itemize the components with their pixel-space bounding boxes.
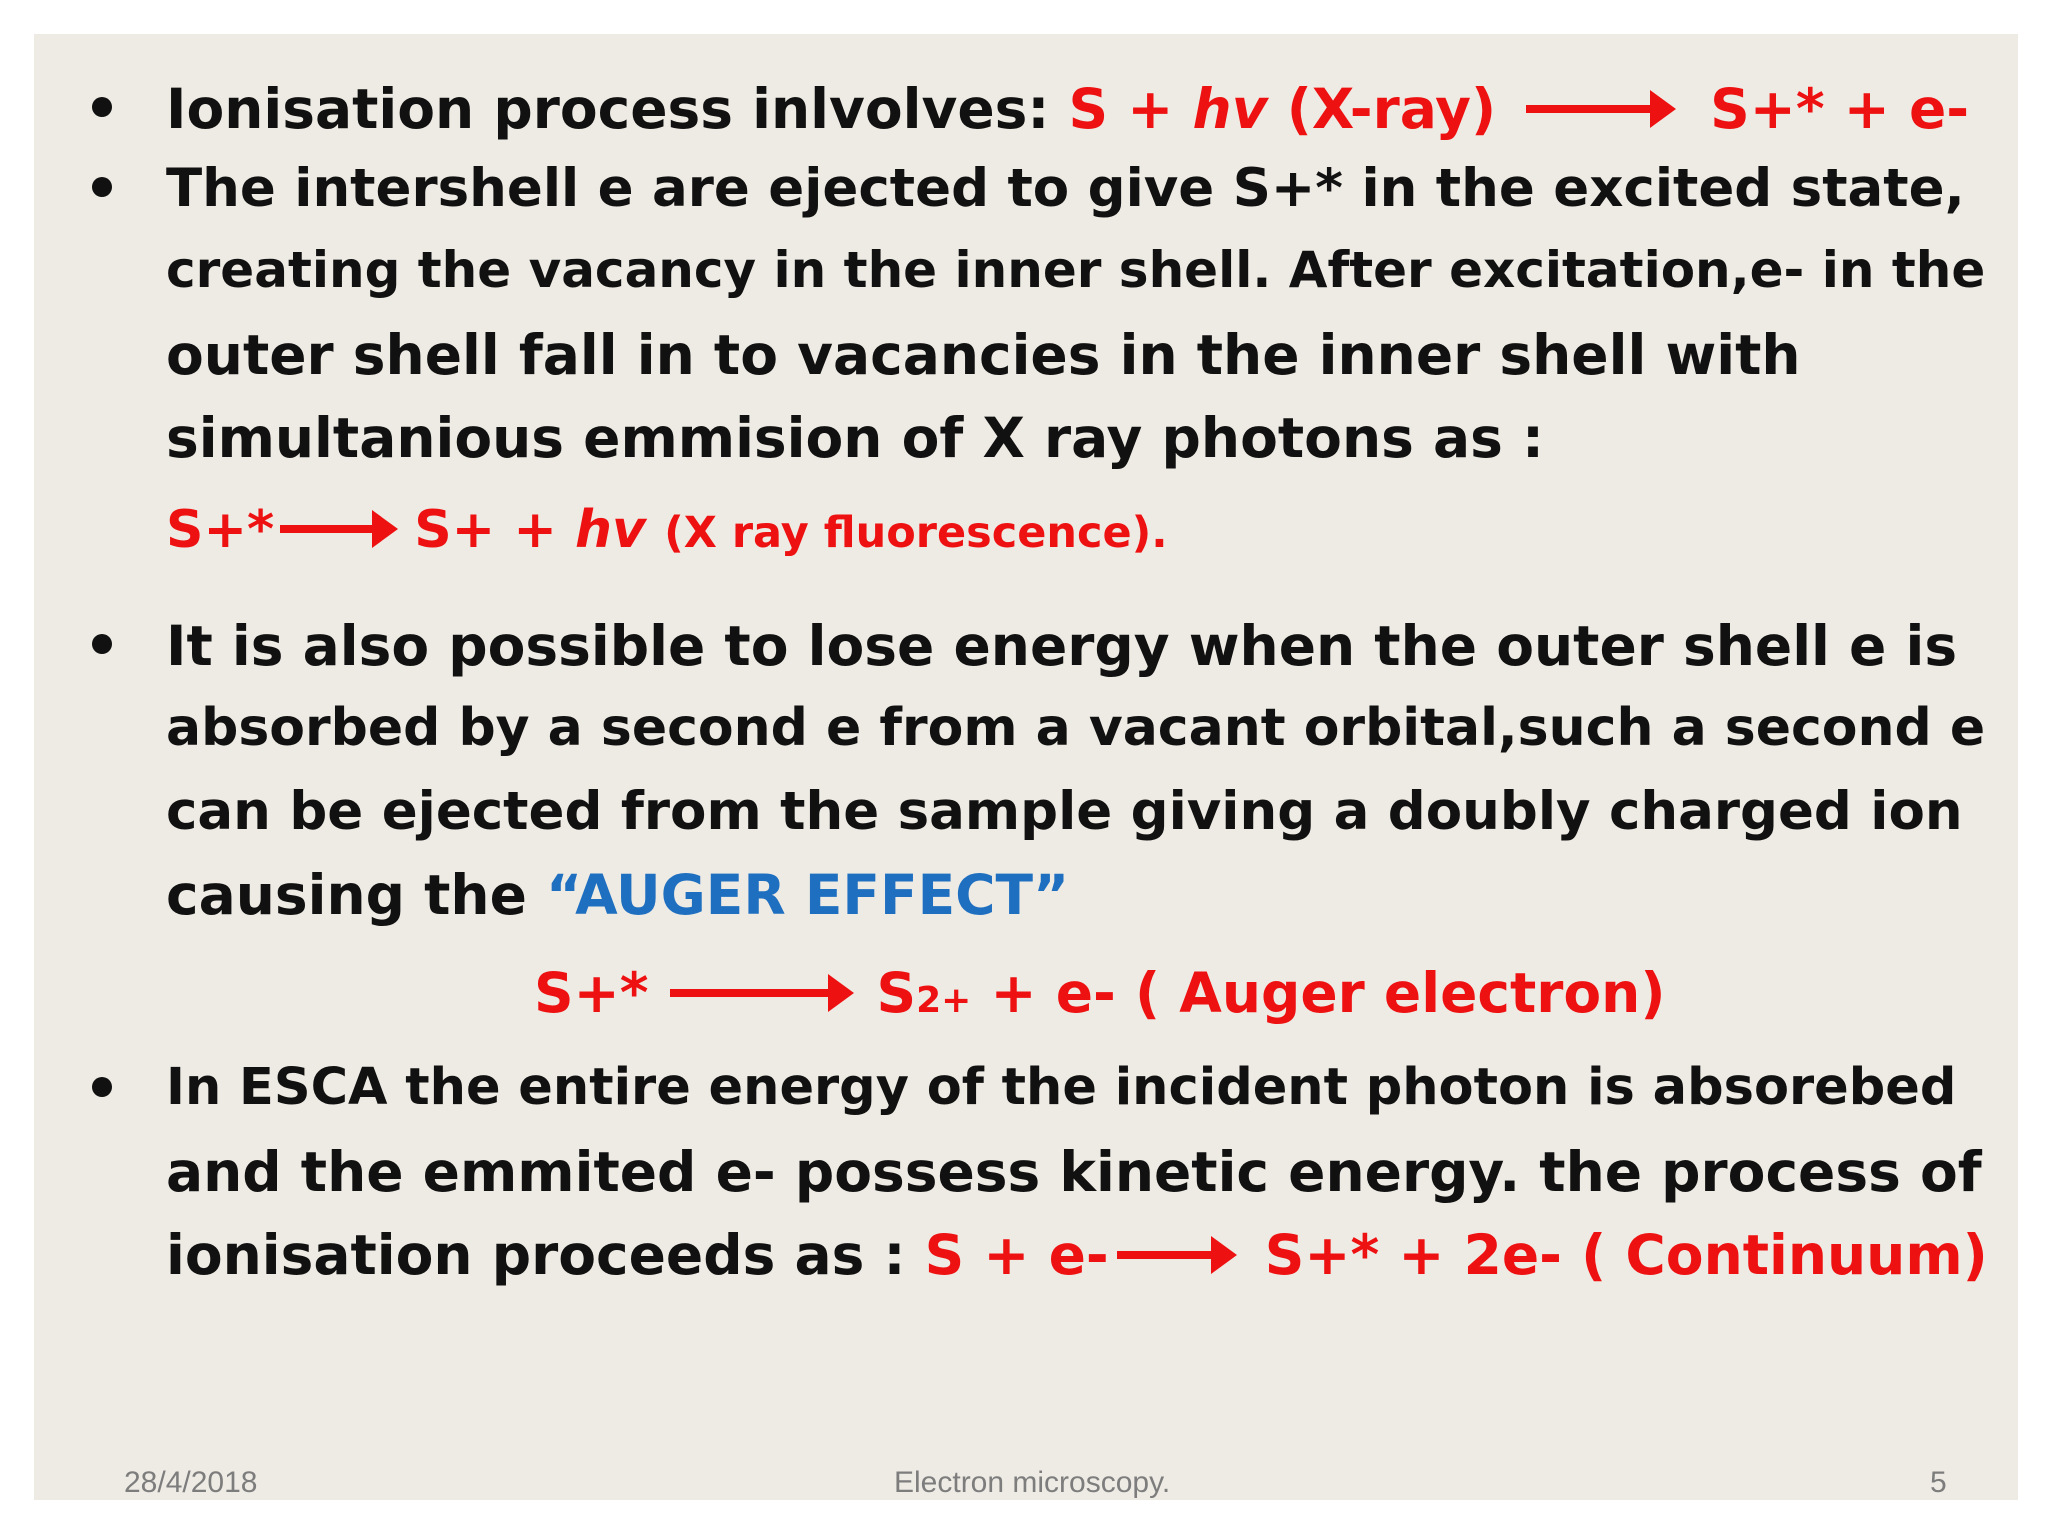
bullet-2-line-3: outer shell fall in to vacancies in the inner shell with — [166, 323, 1801, 387]
bullet-1-line — [166, 77, 1970, 141]
bullet-dot — [92, 97, 112, 117]
bullet-3-line-2: absorbed by a second e from a vacant orbital,such a second e — [166, 698, 1986, 758]
equation-ionisation-product: S+* + e- — [1710, 77, 1970, 141]
bullet-1-text: Ionisation process inlvolves: — [166, 77, 1050, 141]
bullet-dot — [92, 634, 112, 654]
equation-esca: S + e- — [924, 1223, 1109, 1287]
auger-effect-highlight: “AUGER EFFECT” — [546, 863, 1070, 927]
bullet-4-line-1: In ESCA the entire energy of the incident photon is absorebed — [166, 1058, 1957, 1117]
footer-page-number: 5 — [1930, 1466, 1947, 1499]
equation-ionisation: S + hv (X-ray) — [1068, 77, 1497, 141]
arrow-icon — [670, 989, 840, 997]
arrow-icon — [1526, 105, 1662, 113]
bullet-3-line-4: causing the “AUGER EFFECT” — [166, 863, 1070, 927]
bullet-dot — [92, 177, 112, 197]
equation-esca-product: S+* + 2e- ( Continuum) — [1264, 1223, 1988, 1287]
arrow-icon — [1117, 1251, 1223, 1259]
equation-fluorescence: S+* S+ + hv (X ray fluorescence). — [166, 500, 1168, 560]
equation-auger: S+* S2+ + e- ( Auger electron) — [534, 961, 1666, 1025]
bullet-4-line-3: ionisation proceeds as : S + e- S+* + 2e- ( Continuum) — [166, 1223, 1988, 1287]
slide — [34, 34, 2018, 1500]
footer-date: 28/4/2018 — [124, 1466, 258, 1499]
bullet-2-line-4: simultanious emmision of X ray photons as : — [166, 406, 1544, 470]
footer-title: Electron microscopy. — [894, 1466, 1171, 1499]
arrow-icon — [280, 525, 384, 533]
bullet-dot — [92, 1077, 112, 1097]
bullet-3-line-1: It is also possible to lose energy when the outer shell e is — [166, 614, 1958, 678]
bullet-2-line-2: creating the vacancy in the inner shell. After excitation,e- in the — [166, 241, 1986, 299]
bullet-2-line-1: The intershell e are ejected to give S+* in the excited state, — [166, 158, 1965, 219]
bullet-3-line-3: can be ejected from the sample giving a doubly charged ion — [166, 781, 1963, 842]
bullet-4-line-2: and the emmited e- possess kinetic energy. the process of — [166, 1140, 1982, 1204]
